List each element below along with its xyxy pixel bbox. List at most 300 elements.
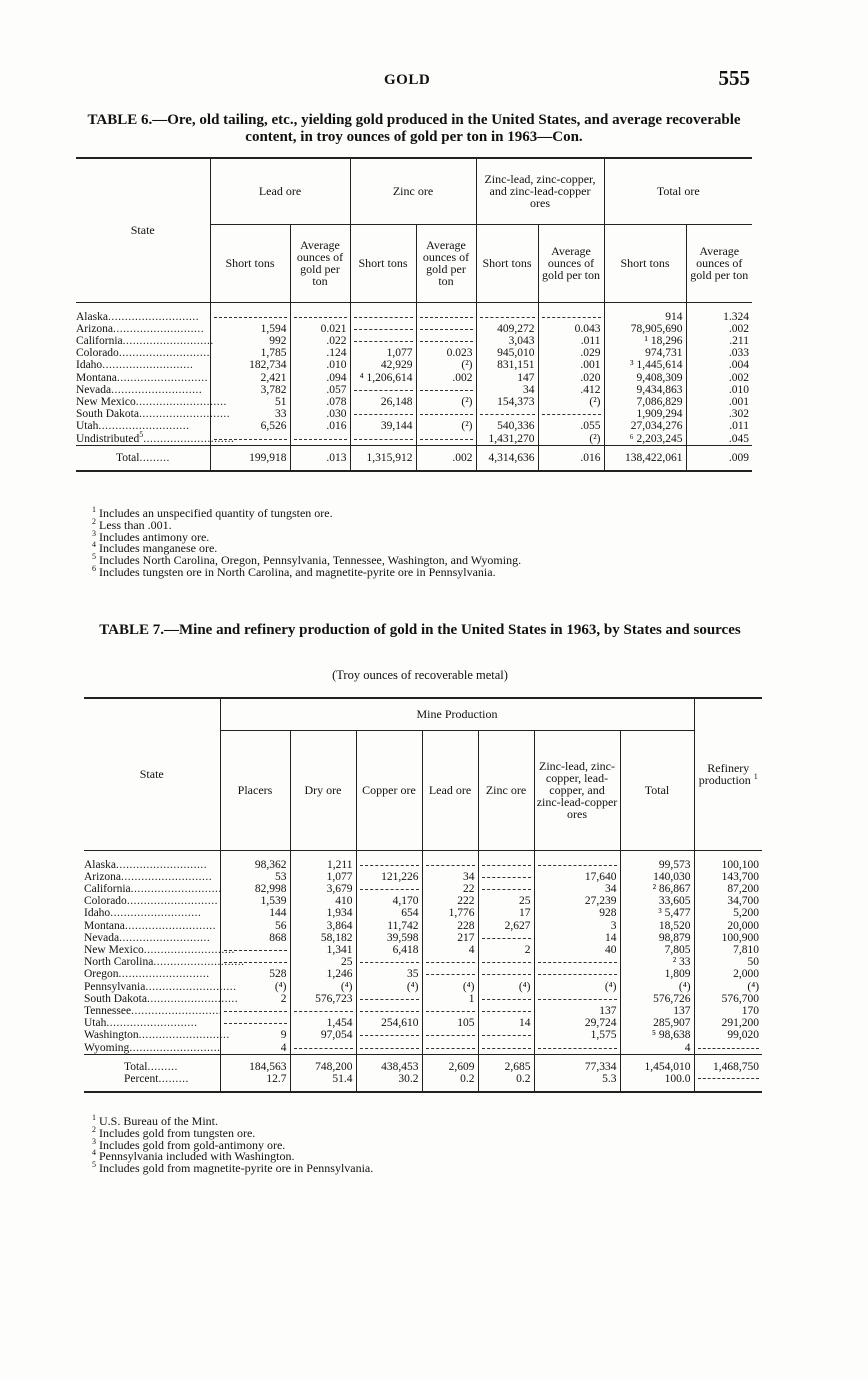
total-cell: 199,918: [210, 445, 290, 471]
empty-cell: [534, 956, 620, 968]
total-cell: .009: [686, 445, 752, 471]
data-cell: 121,226: [356, 871, 422, 883]
table7-group-header: Mine Production: [220, 698, 694, 730]
state-label: Undistributed: [76, 432, 140, 445]
state-name: [84, 907, 220, 919]
dot-leader: ...........................: [129, 1041, 221, 1054]
empty-cell: [356, 993, 422, 1005]
table7-refinery-header: [694, 698, 762, 850]
dash-rule: [482, 877, 531, 878]
table6-column-header: Average ounces of gold per ton: [686, 224, 752, 302]
state-label: New Mexico: [84, 943, 144, 956]
footnote-text: Less than .001.: [99, 517, 172, 532]
data-cell: 3,043: [476, 335, 538, 347]
data-cell: 2,627: [478, 920, 534, 932]
data-cell: (⁴): [694, 981, 762, 993]
table-row: [76, 347, 752, 359]
empty-cell: [478, 1042, 534, 1055]
dash-rule: [482, 999, 531, 1000]
table-row: [84, 1005, 762, 1017]
table-row: [76, 420, 752, 432]
data-cell: ³ 5,477: [620, 907, 694, 919]
state-label: Montana: [76, 371, 117, 384]
footnote-marker: 4: [92, 1148, 96, 1158]
empty-cell: [350, 323, 416, 335]
data-cell: 528: [220, 968, 290, 980]
data-cell: .045: [686, 433, 752, 446]
state-name: [84, 968, 220, 980]
dash-rule: [360, 1048, 419, 1049]
footnote-text: Pennsylvania included with Washington.: [99, 1149, 295, 1164]
chapter-title: GOLD: [384, 72, 431, 88]
dot-leader: ...........................: [126, 895, 218, 908]
empty-cell: [478, 993, 534, 1005]
dash-rule: [294, 317, 347, 318]
data-cell: 56: [220, 920, 290, 932]
data-cell: 78,905,690: [604, 323, 686, 335]
total-label-text: Total: [124, 1060, 148, 1073]
table-row: [76, 359, 752, 371]
data-cell: 928: [534, 907, 620, 919]
data-cell: (²): [538, 433, 604, 446]
footnote-text: Includes tungsten ore in North Carolina, and magnetite-pyrite ore in Pennsylvania.: [99, 564, 496, 579]
data-cell: (⁴): [356, 981, 422, 993]
dash-rule: [538, 974, 617, 975]
dot-leader: ...........................: [135, 395, 227, 408]
empty-cell: [476, 408, 538, 420]
footnote-marker: 2: [92, 1124, 96, 1134]
table7-body: [84, 850, 762, 1092]
data-cell: .016: [290, 420, 350, 432]
data-cell: 17: [478, 907, 534, 919]
table6-column-header: Average ounces of gold per ton: [290, 224, 350, 302]
dash-rule: [420, 317, 473, 318]
data-cell: (⁴): [290, 981, 356, 993]
data-cell: .020: [538, 372, 604, 384]
dash-rule: [426, 1011, 475, 1012]
data-cell: (²): [538, 396, 604, 408]
data-cell: 228: [422, 920, 478, 932]
empty-cell: [478, 956, 534, 968]
empty-cell: [220, 1005, 290, 1017]
data-cell: .002: [686, 323, 752, 335]
data-cell: 100,100: [694, 859, 762, 871]
table6-caption: TABLE 6.—Ore, old tailing, etc., yielding gold produced in the United States, and average recoverable content, in troy ounces of gold per ton in 1963—Con.: [87, 112, 741, 145]
percent-cell: 51.4: [290, 1073, 356, 1092]
data-cell: .022: [290, 335, 350, 347]
empty-cell: [220, 1017, 290, 1029]
footnote: [92, 563, 752, 579]
dot-leader: ...........................: [130, 882, 222, 895]
table-row: [76, 372, 752, 384]
table-row: [84, 1042, 762, 1055]
data-cell: 2: [220, 993, 290, 1005]
data-cell: .033: [686, 347, 752, 359]
data-cell: 53: [220, 871, 290, 883]
data-cell: 34: [534, 883, 620, 895]
total-cell: .013: [290, 445, 350, 471]
table-row: [76, 396, 752, 408]
dash-rule: [354, 439, 413, 440]
footnote-marker: 5: [139, 429, 144, 439]
dash-rule: [698, 1078, 760, 1079]
dash-rule: [354, 329, 413, 330]
footnote-text: Includes gold from gold-antimony ore.: [99, 1137, 286, 1152]
data-cell: 35: [356, 968, 422, 980]
dot-leader: ...........................: [146, 992, 239, 1005]
dash-rule: [698, 1048, 760, 1049]
table7-refinery-label: Refinery production: [698, 761, 751, 788]
data-cell: 0.023: [416, 347, 476, 359]
footnote-text: U.S. Bureau of the Mint.: [99, 1114, 218, 1128]
dash-rule: [360, 865, 419, 866]
table-row: [84, 883, 762, 895]
state-label: Nevada: [84, 931, 120, 944]
state-label: Pennsylvania: [84, 980, 146, 993]
table6-body: [76, 302, 752, 471]
state-name: [84, 1017, 220, 1029]
empty-cell: [350, 408, 416, 420]
data-cell: 1: [422, 993, 478, 1005]
dash-rule: [538, 999, 617, 1000]
state-label: Utah: [76, 420, 99, 433]
state-name: [84, 932, 220, 944]
total-label: [84, 1054, 220, 1073]
total-row: [84, 1054, 762, 1073]
dot-leader: ...........................: [113, 322, 205, 335]
data-cell: (⁴): [534, 981, 620, 993]
footnote-text: Includes manganese ore.: [99, 541, 218, 556]
data-cell: 1,785: [210, 347, 290, 359]
dash-rule: [542, 414, 601, 415]
data-cell: 11,742: [356, 920, 422, 932]
data-cell: ¹ 18,296: [604, 335, 686, 347]
data-cell: (⁴): [620, 981, 694, 993]
dot-leader: ...........................: [102, 359, 194, 372]
empty-cell: [422, 968, 478, 980]
data-cell: 831,151: [476, 359, 538, 371]
state-name: [84, 1004, 223, 1017]
footnote-marker: 4: [92, 540, 96, 550]
table-row: [76, 335, 752, 347]
empty-cell: [356, 883, 422, 895]
table-row: [76, 408, 752, 420]
table6-state-header: State: [130, 223, 155, 238]
data-cell: 7,805: [620, 944, 694, 956]
data-cell: 9,408,309: [604, 372, 686, 384]
total-cell: .016: [538, 445, 604, 471]
empty-cell: [478, 968, 534, 980]
total-cell: 2,609: [422, 1054, 478, 1073]
data-cell: 974,731: [604, 347, 686, 359]
data-cell: 1,341: [290, 944, 356, 956]
data-cell: (⁴): [478, 981, 534, 993]
table7-column-header: Zinc-lead, zinc-copper, lead-copper, and zinc-lead-copper ores: [534, 730, 620, 850]
footnote-text: Includes North Carolina, Oregon, Pennsylvania, Tennessee, Washington, and Wyoming.: [99, 553, 522, 568]
data-cell: 105: [422, 1017, 478, 1029]
table7-caption: TABLE 7.—Mine and refinery production of gold in the United States in 1963, by States and sources: [99, 622, 741, 638]
data-cell: .057: [290, 384, 350, 396]
dot-leader: ...........................: [138, 1029, 230, 1042]
dot-leader: ...........................: [145, 980, 237, 993]
state-label: California: [76, 334, 123, 347]
table6-group-header: Zinc ore: [350, 158, 476, 224]
total-label: [76, 445, 210, 471]
dot-leader: ...........................: [106, 1017, 198, 1030]
data-cell: 285,907: [620, 1017, 694, 1029]
data-cell: 1,454: [290, 1017, 356, 1029]
table6-column-header: Short tons: [350, 224, 416, 302]
empty-cell: [416, 433, 476, 446]
state-name: [76, 311, 210, 323]
state-label: Colorado: [76, 347, 119, 360]
dash-rule: [294, 439, 347, 440]
state-label: Alaska: [76, 310, 108, 323]
total-cell: 1,468,750: [694, 1054, 762, 1073]
data-cell: .302: [686, 408, 752, 420]
data-cell: 576,726: [620, 993, 694, 1005]
empty-cell: [416, 408, 476, 420]
dash-rule: [426, 974, 475, 975]
data-cell: (²): [416, 420, 476, 432]
empty-cell: [416, 384, 476, 396]
data-cell: 992: [210, 335, 290, 347]
data-cell: (⁴): [422, 981, 478, 993]
table6-column-header: Average ounces of gold per ton: [538, 224, 604, 302]
data-cell: 0.043: [538, 323, 604, 335]
dash-rule: [354, 317, 413, 318]
data-cell: 22: [422, 883, 478, 895]
empty-cell: [290, 1005, 356, 1017]
data-cell: 1,077: [350, 347, 416, 359]
table-row: [84, 920, 762, 932]
data-cell: 99,573: [620, 859, 694, 871]
total-cell: 1,454,010: [620, 1054, 694, 1073]
table7-subtitle: (Troy ounces of recoverable metal): [332, 668, 508, 682]
dash-rule: [420, 390, 473, 391]
dash-rule: [426, 865, 475, 866]
data-cell: 654: [356, 907, 422, 919]
data-cell: .001: [686, 396, 752, 408]
data-cell: 2,421: [210, 372, 290, 384]
total-cell: 2,685: [478, 1054, 534, 1073]
dash-rule: [294, 1011, 353, 1012]
state-name: [76, 359, 210, 371]
data-cell: 7,810: [694, 944, 762, 956]
data-cell: 170: [694, 1005, 762, 1017]
empty-cell: [350, 433, 416, 446]
data-cell: 34: [476, 384, 538, 396]
data-cell: 1,934: [290, 907, 356, 919]
data-cell: 1,809: [620, 968, 694, 980]
table7-state-header: State: [139, 767, 164, 782]
data-cell: 576,723: [290, 993, 356, 1005]
state-name: [84, 895, 220, 907]
dash-rule: [214, 317, 287, 318]
data-cell: 409,272: [476, 323, 538, 335]
dot-leader: ...........................: [122, 334, 214, 347]
empty-cell: [290, 311, 350, 323]
data-cell: 6,418: [356, 944, 422, 956]
running-head: [0, 66, 868, 96]
table-row: [84, 871, 762, 883]
table7-column-header: Dry ore: [290, 730, 356, 850]
state-name: [76, 429, 235, 446]
table-row: [76, 384, 752, 396]
data-cell: .094: [290, 372, 350, 384]
footnote-text: Includes gold from magnetite-pyrite ore in Pennsylvania.: [99, 1161, 374, 1176]
data-cell: 27,239: [534, 895, 620, 907]
table-row: [84, 981, 762, 993]
data-cell: 1,211: [290, 859, 356, 871]
data-cell: 0.021: [290, 323, 350, 335]
state-label: Washington: [84, 1029, 139, 1042]
data-cell: 51: [210, 396, 290, 408]
dot-leader: ...........................: [115, 858, 208, 871]
empty-cell: [350, 311, 416, 323]
footnote-marker: 1: [92, 505, 96, 514]
dash-rule: [224, 1011, 287, 1012]
data-cell: 222: [422, 895, 478, 907]
data-cell: 140,030: [620, 871, 694, 883]
total-cell: .002: [416, 445, 476, 471]
dot-leader: ...........................: [131, 1004, 223, 1017]
dash-rule: [420, 341, 473, 342]
empty-cell: [534, 859, 620, 871]
table6-footnotes: [92, 505, 752, 579]
table7-column-header: Zinc ore: [478, 730, 534, 850]
state-name: [76, 372, 210, 384]
data-cell: 1,539: [220, 895, 290, 907]
table6-group-header: Total ore: [604, 158, 752, 224]
table-row: [76, 433, 752, 446]
data-cell: 39,598: [356, 932, 422, 944]
data-cell: 9,434,863: [604, 384, 686, 396]
data-cell: 100,900: [694, 932, 762, 944]
empty-cell: [356, 1042, 422, 1055]
footnote-marker: 2: [92, 516, 96, 526]
state-name: [76, 323, 210, 335]
state-name: [84, 883, 220, 895]
dash-rule: [354, 341, 413, 342]
dot-leader: ...........................: [111, 383, 203, 396]
data-cell: 576,700: [694, 993, 762, 1005]
footnote-text: Includes gold from tungsten ore.: [99, 1125, 256, 1140]
state-label: Arizona: [84, 870, 122, 883]
table6-group-header: Zinc-lead, zinc-copper, and zinc-lead-copper ores: [476, 158, 604, 224]
dash-rule: [482, 1048, 531, 1049]
total-label-text: Total: [116, 451, 140, 464]
footnote-marker: 1: [92, 1113, 96, 1122]
table-row: [84, 895, 762, 907]
state-name: [84, 1042, 220, 1055]
data-cell: ⁵ 98,638: [620, 1029, 694, 1041]
data-cell: .002: [416, 372, 476, 384]
table7-column-header: Lead ore: [422, 730, 478, 850]
data-cell: .124: [290, 347, 350, 359]
footnote: [92, 505, 752, 520]
dash-rule: [426, 962, 475, 963]
state-label: Tennessee: [84, 1004, 132, 1017]
data-cell: 58,182: [290, 932, 356, 944]
data-cell: 137: [534, 1005, 620, 1017]
data-cell: 291,200: [694, 1017, 762, 1029]
data-cell: 1,246: [290, 968, 356, 980]
empty-cell: [478, 871, 534, 883]
empty-cell: [478, 883, 534, 895]
dash-rule: [482, 974, 531, 975]
empty-cell: [476, 311, 538, 323]
data-cell: 154,373: [476, 396, 538, 408]
dot-leader: .........: [139, 451, 170, 464]
dash-rule: [360, 1011, 419, 1012]
state-name: [84, 871, 220, 883]
data-cell: 182,734: [210, 359, 290, 371]
dot-leader: ...........................: [143, 432, 235, 445]
total-cell: 77,334: [534, 1054, 620, 1073]
data-cell: 2: [478, 944, 534, 956]
total-cell: 4,314,636: [476, 445, 538, 471]
dash-rule: [360, 1035, 419, 1036]
data-cell: 3,782: [210, 384, 290, 396]
dot-leader: ...........................: [121, 870, 213, 883]
dot-leader: ...........................: [119, 931, 211, 944]
dot-leader: ...........................: [116, 371, 209, 384]
percent-label: [84, 1073, 220, 1092]
empty-cell: [478, 1029, 534, 1041]
state-label: California: [84, 882, 131, 895]
data-cell: 147: [476, 372, 538, 384]
table7: [84, 697, 762, 1093]
data-cell: 3,864: [290, 920, 356, 932]
data-cell: 42,929: [350, 359, 416, 371]
data-cell: .001: [538, 359, 604, 371]
data-cell: 6,526: [210, 420, 290, 432]
footnote-text: Includes antimony ore.: [99, 529, 210, 544]
state-label: Colorado: [84, 895, 127, 908]
state-label: South Dakota: [84, 992, 147, 1005]
state-label: Idaho: [84, 907, 111, 920]
dot-leader: ...........................: [110, 907, 202, 920]
table-row: [84, 1017, 762, 1029]
data-cell: 540,336: [476, 420, 538, 432]
percent-cell: 0.2: [478, 1073, 534, 1092]
state-label: Arizona: [76, 322, 114, 335]
table6-group-header: Lead ore: [210, 158, 350, 224]
table-row: [84, 944, 762, 956]
data-cell: (²): [416, 396, 476, 408]
data-cell: 27,034,276: [604, 420, 686, 432]
data-cell: 4: [422, 944, 478, 956]
percent-cell: 0.2: [422, 1073, 478, 1092]
data-cell: 4: [220, 1042, 290, 1055]
data-cell: 98,362: [220, 859, 290, 871]
dash-rule: [360, 999, 419, 1000]
empty-cell: [534, 1042, 620, 1055]
data-cell: 3,679: [290, 883, 356, 895]
total-cell: 184,563: [220, 1054, 290, 1073]
data-cell: 34: [422, 871, 478, 883]
page-number: 555: [718, 66, 750, 90]
table-row: [84, 956, 762, 968]
empty-cell: [422, 1005, 478, 1017]
data-cell: 3: [534, 920, 620, 932]
data-cell: 98,879: [620, 932, 694, 944]
data-cell: 143,700: [694, 871, 762, 883]
data-cell: ² 33: [620, 956, 694, 968]
dash-rule: [420, 329, 473, 330]
data-cell: 25: [290, 956, 356, 968]
